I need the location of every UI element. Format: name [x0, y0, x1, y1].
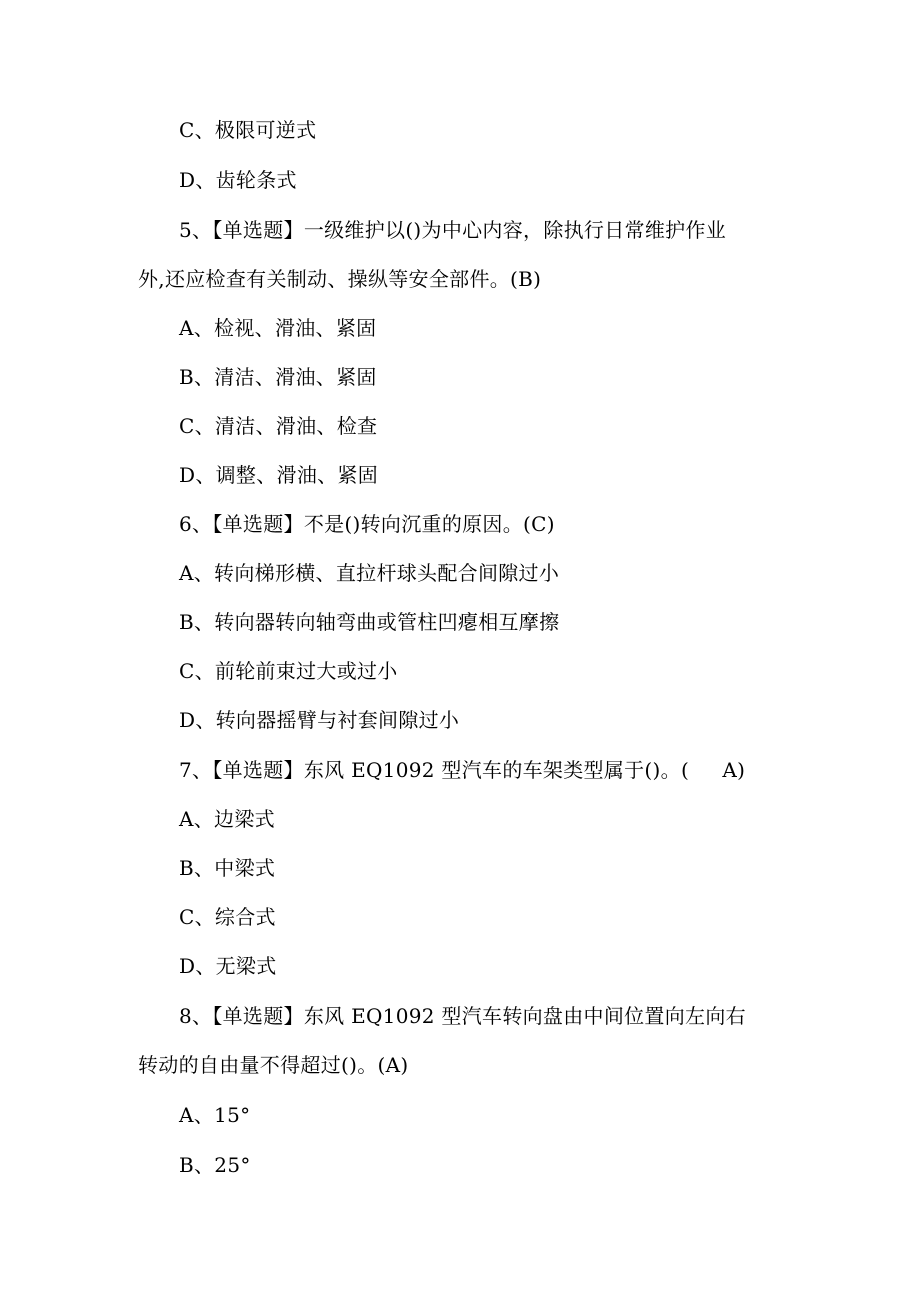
- q6-stem-line1: 6、【单选题】不是()转向沉重的原因。(C): [179, 512, 555, 536]
- q5-option-a: A、检视、滑油、紧固: [179, 316, 377, 340]
- q5-option-d: D、调整、滑油、紧固: [179, 463, 379, 487]
- q8-option-b: B、25°: [179, 1153, 251, 1177]
- q4-option-c: C、极限可逆式: [179, 118, 317, 142]
- q5-stem-line2: 外,还应检查有关制动、操纵等安全部件。(B): [138, 267, 542, 291]
- q5-option-b: B、清洁、滑油、紧固: [179, 365, 377, 389]
- q6-option-d: D、转向器摇臂与衬套间隙过小: [179, 708, 460, 732]
- q5-option-c: C、清洁、滑油、检查: [179, 414, 378, 438]
- q7-option-d: D、无梁式: [179, 954, 277, 978]
- q7-option-a: A、边梁式: [179, 807, 275, 831]
- q6-option-b: B、转向器转向轴弯曲或管柱凹瘪相互摩擦: [179, 610, 560, 634]
- q7-option-c: C、综合式: [179, 905, 276, 929]
- q5-stem-line1: 5、【单选题】一级维护以()为中心内容，除执行日常维护作业: [179, 218, 727, 242]
- q7-option-b: B、中梁式: [179, 856, 276, 880]
- q8-option-a: A、15°: [179, 1103, 251, 1127]
- q6-option-a: A、转向梯形横、直拉杆球头配合间隙过小: [179, 561, 560, 585]
- q4-option-d: D、齿轮条式: [179, 168, 297, 192]
- q8-stem-line1: 8、【单选题】东风 EQ1092 型汽车转向盘由中间位置向左向右: [179, 1004, 746, 1028]
- q6-option-c: C、前轮前束过大或过小: [179, 659, 398, 683]
- q7-stem-line1: 7、【单选题】东风 EQ1092 型汽车的车架类型属于()。( A): [179, 758, 746, 782]
- q8-stem-line2: 转动的自由量不得超过()。(A): [138, 1053, 409, 1077]
